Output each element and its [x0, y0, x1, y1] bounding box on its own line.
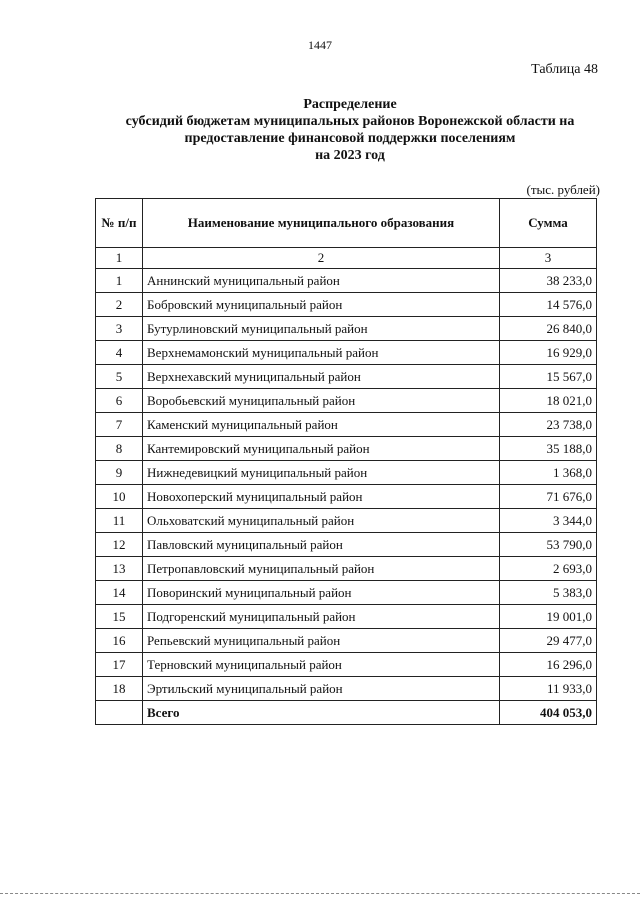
row-name: Павловский муниципальный район [143, 533, 500, 557]
row-number: 6 [96, 389, 143, 413]
title-line-2: субсидий бюджетам муниципальных районов Воронежской области на [125, 114, 575, 129]
row-name: Верхнемамонский муниципальный район [143, 341, 500, 365]
header-number: № п/п [96, 199, 143, 248]
table-row [96, 653, 597, 677]
title-line-4: на 2023 год [315, 148, 385, 163]
table-row [96, 509, 597, 533]
row-number: 15 [96, 605, 143, 629]
row-name: Петропавловский муниципальный район [143, 557, 500, 581]
header-name: Наименование муниципального образования [143, 199, 500, 248]
row-number: 10 [96, 485, 143, 509]
row-number: 2 [96, 293, 143, 317]
document-title [60, 96, 640, 164]
units-note: (тыс. рублей) [526, 182, 600, 197]
table-label: Таблица 48 [531, 62, 598, 77]
table-header-row [96, 199, 597, 248]
row-sum: 38 233,0 [500, 269, 597, 293]
row-sum: 16 296,0 [500, 653, 597, 677]
row-sum: 35 188,0 [500, 437, 597, 461]
row-name: Поворинский муниципальный район [143, 581, 500, 605]
row-name: Аннинский муниципальный район [143, 269, 500, 293]
table-row [96, 461, 597, 485]
row-sum: 1 368,0 [500, 461, 597, 485]
row-sum: 18 021,0 [500, 389, 597, 413]
row-sum: 14 576,0 [500, 293, 597, 317]
column-index-2: 2 [143, 248, 500, 269]
row-name: Нижнедевицкий муниципальный район [143, 461, 500, 485]
row-number: 13 [96, 557, 143, 581]
row-name: Бутурлиновский муниципальный район [143, 317, 500, 341]
table-row [96, 605, 597, 629]
row-sum: 71 676,0 [500, 485, 597, 509]
table-row [96, 485, 597, 509]
row-number: 12 [96, 533, 143, 557]
row-sum: 3 344,0 [500, 509, 597, 533]
row-number: 18 [96, 677, 143, 701]
table-row [96, 269, 597, 293]
row-number: 3 [96, 317, 143, 341]
page-number: 1447 [308, 38, 332, 52]
column-index-row [96, 248, 597, 269]
total-number-cell [96, 701, 143, 725]
subsidy-table [95, 198, 597, 725]
row-sum: 26 840,0 [500, 317, 597, 341]
row-number: 4 [96, 341, 143, 365]
title-line-1: Распределение [303, 97, 397, 112]
row-number: 11 [96, 509, 143, 533]
row-number: 8 [96, 437, 143, 461]
page-bottom-divider [0, 893, 640, 894]
table-row [96, 581, 597, 605]
row-sum: 16 929,0 [500, 341, 597, 365]
row-name: Бобровский муниципальный район [143, 293, 500, 317]
row-sum: 23 738,0 [500, 413, 597, 437]
row-name: Верхнехавский муниципальный район [143, 365, 500, 389]
row-sum: 15 567,0 [500, 365, 597, 389]
table-row [96, 389, 597, 413]
header-sum: Сумма [500, 199, 597, 248]
row-name: Подгоренский муниципальный район [143, 605, 500, 629]
table-row [96, 293, 597, 317]
table-row [96, 677, 597, 701]
row-name: Новохоперский муниципальный район [143, 485, 500, 509]
total-row [96, 701, 597, 725]
row-sum: 53 790,0 [500, 533, 597, 557]
total-sum: 404 053,0 [500, 701, 597, 725]
row-sum: 2 693,0 [500, 557, 597, 581]
row-number: 14 [96, 581, 143, 605]
row-sum: 5 383,0 [500, 581, 597, 605]
table-row [96, 341, 597, 365]
title-line-3: предоставление финансовой поддержки поселениям [184, 131, 516, 146]
table-row [96, 413, 597, 437]
row-sum: 19 001,0 [500, 605, 597, 629]
row-sum: 11 933,0 [500, 677, 597, 701]
row-number: 17 [96, 653, 143, 677]
column-index-3: 3 [500, 248, 597, 269]
row-name: Терновский муниципальный район [143, 653, 500, 677]
table-row [96, 437, 597, 461]
table-row [96, 317, 597, 341]
table-row [96, 557, 597, 581]
row-number: 7 [96, 413, 143, 437]
row-number: 1 [96, 269, 143, 293]
row-number: 9 [96, 461, 143, 485]
row-number: 16 [96, 629, 143, 653]
row-name: Репьевский муниципальный район [143, 629, 500, 653]
table-row [96, 533, 597, 557]
column-index-1: 1 [96, 248, 143, 269]
row-number: 5 [96, 365, 143, 389]
total-label: Всего [143, 701, 500, 725]
table-row [96, 365, 597, 389]
row-sum: 29 477,0 [500, 629, 597, 653]
row-name: Кантемировский муниципальный район [143, 437, 500, 461]
table-row [96, 629, 597, 653]
row-name: Воробьевский муниципальный район [143, 389, 500, 413]
row-name: Каменский муниципальный район [143, 413, 500, 437]
row-name: Ольховатский муниципальный район [143, 509, 500, 533]
row-name: Эртильский муниципальный район [143, 677, 500, 701]
